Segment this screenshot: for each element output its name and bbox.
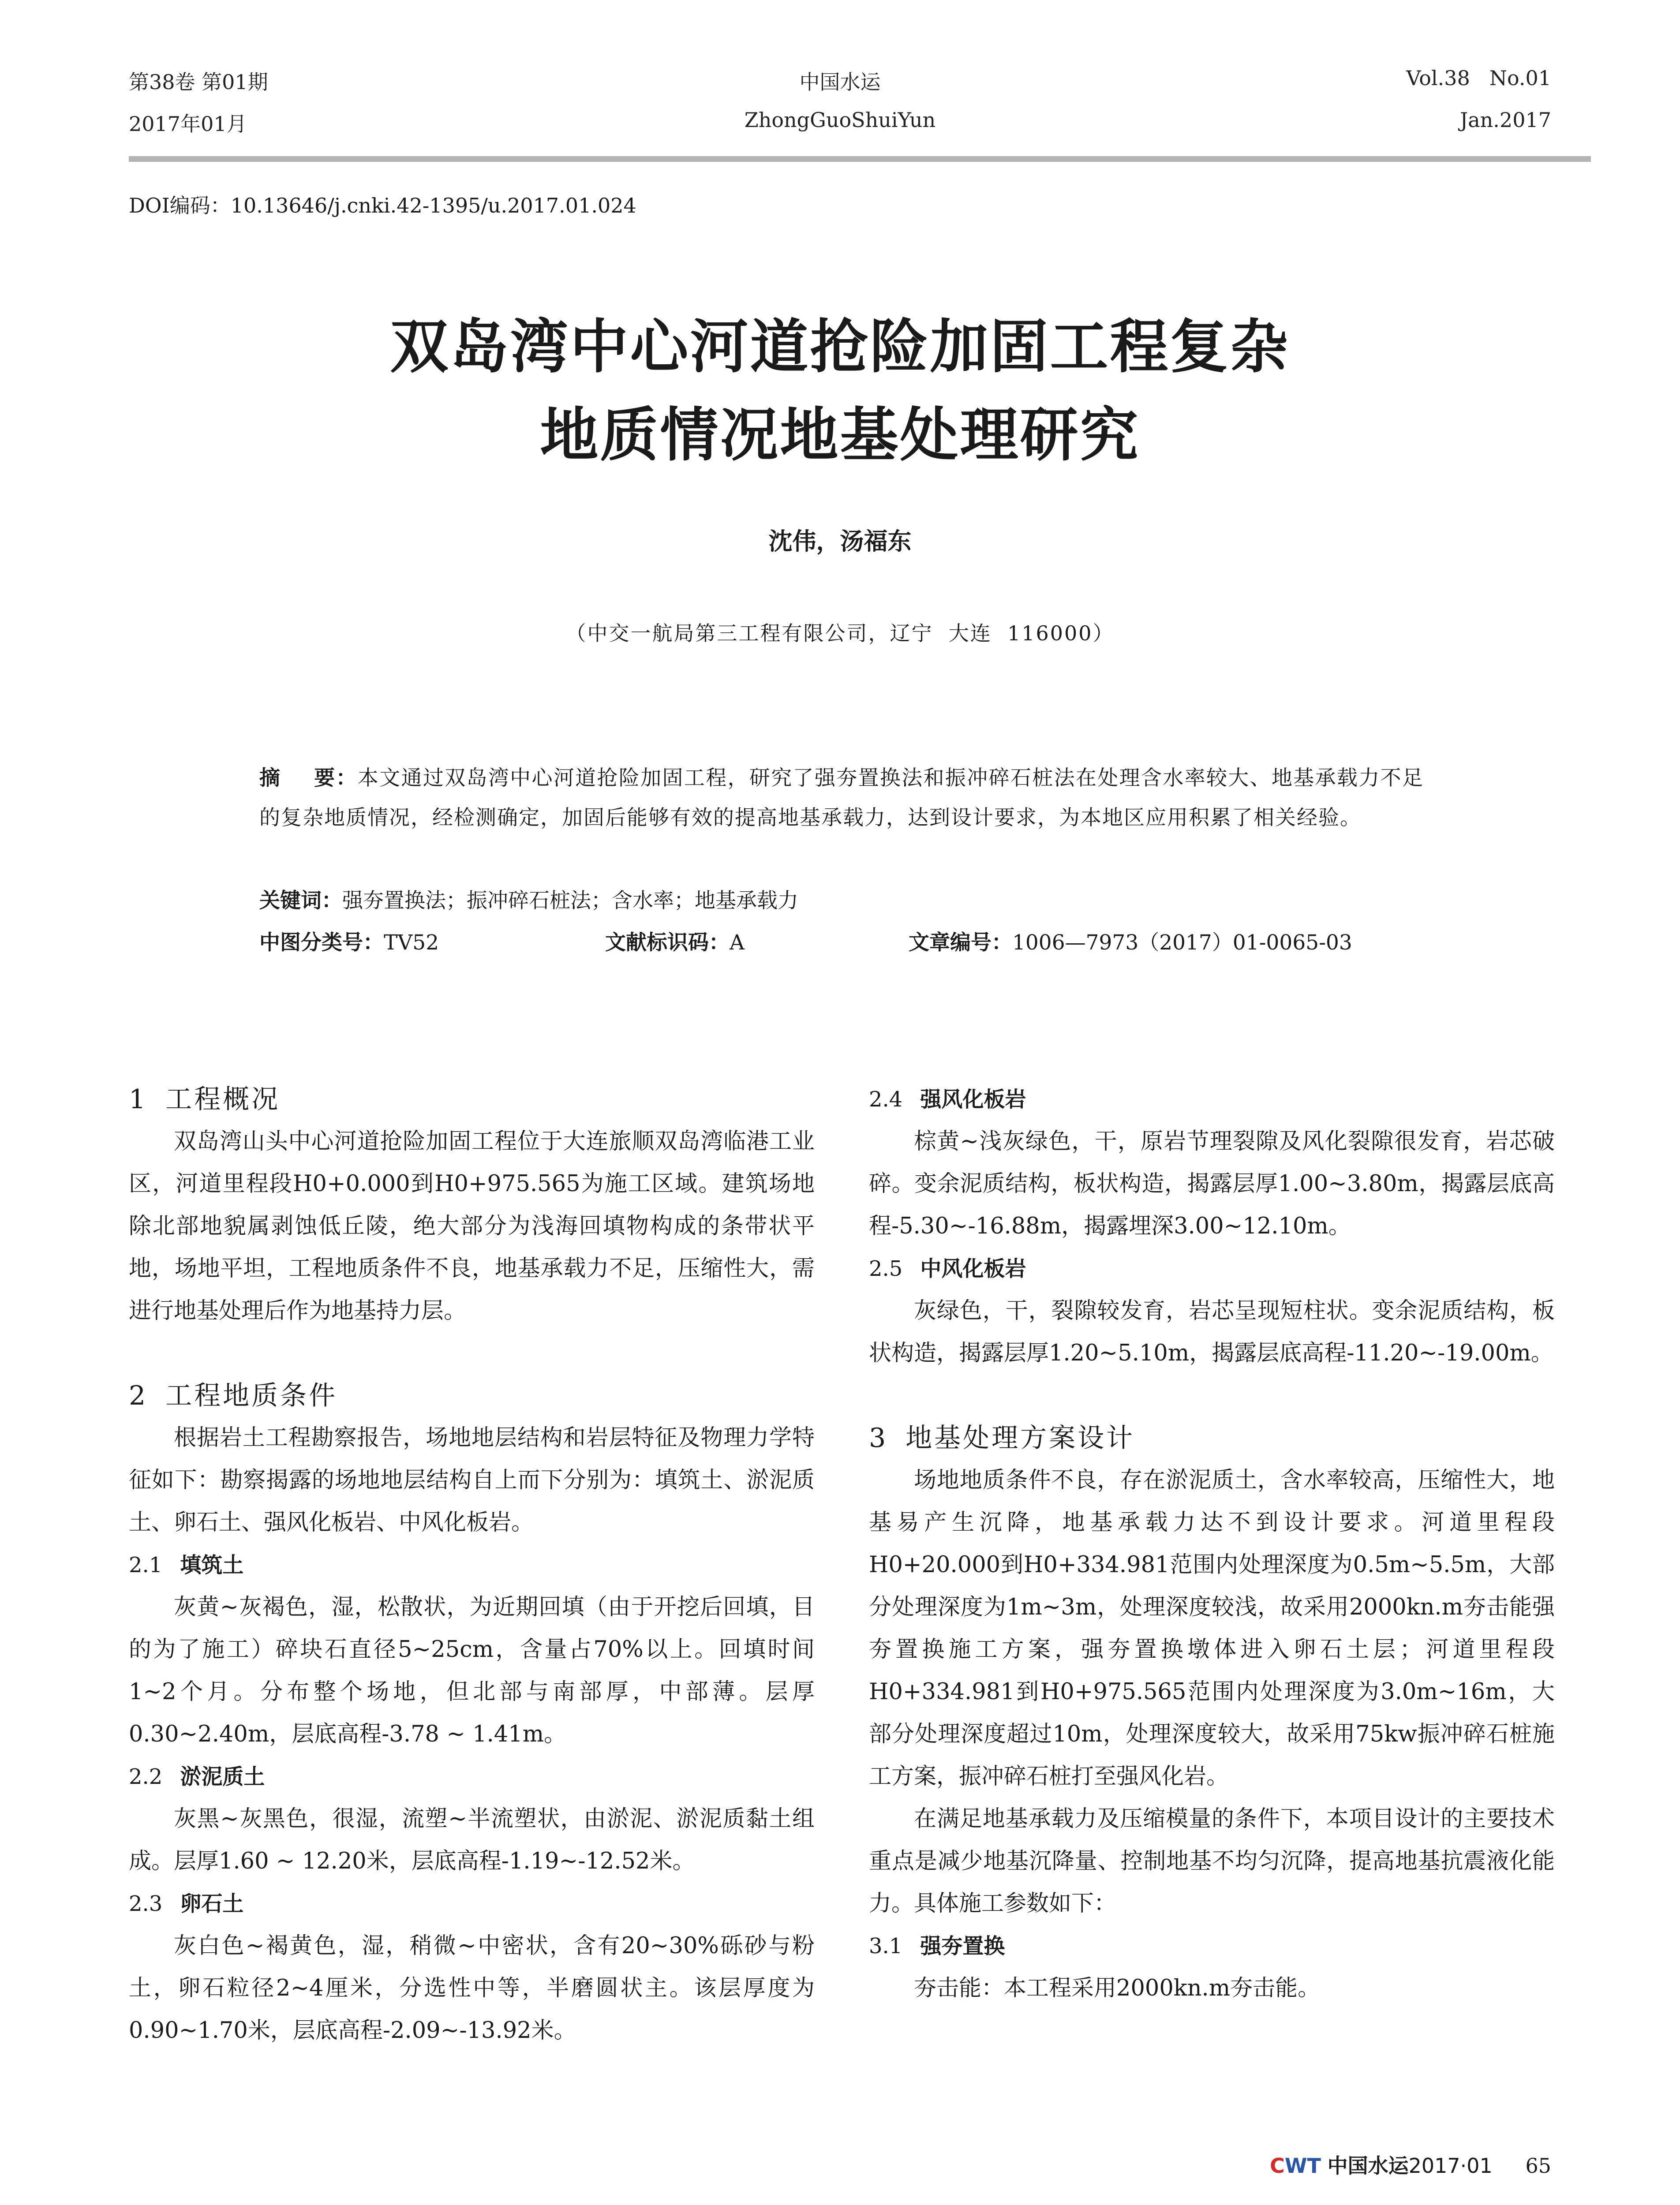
page-footer bbox=[1270, 2150, 1551, 2179]
logo-c: C bbox=[1270, 2154, 1285, 2178]
keywords bbox=[259, 884, 798, 914]
left-column bbox=[129, 1078, 815, 2052]
cwt-logo bbox=[1270, 2154, 1321, 2178]
title-line-1: 双岛湾中心河道抢险加固工程复杂 bbox=[390, 313, 1290, 381]
subsection-title: 强夯置换 bbox=[920, 1934, 1005, 1958]
date-en: Jan.2017 bbox=[1459, 108, 1551, 132]
section-3-1-heading bbox=[869, 1925, 1555, 1967]
article-number-label: 文章编号： bbox=[909, 931, 1012, 955]
footer-journal: 中国水运 bbox=[1327, 2154, 1409, 2178]
keywords-label: 关键词： bbox=[259, 889, 342, 913]
volume-issue-cn: 第38卷 第01期 bbox=[129, 70, 268, 94]
authors: 沈伟，汤福东 bbox=[768, 527, 912, 555]
page-number: 65 bbox=[1525, 2154, 1551, 2178]
section-2-4-heading bbox=[869, 1078, 1555, 1121]
date-cn: 2017年01月 bbox=[129, 112, 247, 136]
clc-number bbox=[259, 926, 439, 956]
article-number-value: 1006—7973（2017）01-0065-03 bbox=[1012, 931, 1352, 955]
section-2-1-paragraph: 灰黄~灰褐色，湿，松散状，为近期回填（由于开挖后回填，目的为了施工）碎块石直径5~25cm，含量占70%以上。回填时间1~2个月。分布整个场地，但北部与南部厚，中部薄。层厚0.30~2.40m，层底高程-3.78 ~ 1.41m。 bbox=[129, 1594, 815, 1747]
volume-issue-en: Vol.38 No.01 bbox=[1406, 66, 1551, 90]
affiliation: （中交一航局第三工程有限公司，辽宁 大连 116000） bbox=[565, 621, 1115, 645]
subsection-number: 2.5 bbox=[869, 1256, 903, 1281]
clc-value: TV52 bbox=[384, 931, 439, 955]
section-3-heading bbox=[869, 1417, 1555, 1459]
section-2-5-paragraph: 灰绿色，干，裂隙较发育，岩芯呈现短柱状。变余泥质结构，板状构造，揭露层厚1.20~5.10m，揭露层底高程-11.20~-19.00m。 bbox=[869, 1298, 1555, 1366]
section-2-3-heading bbox=[129, 1883, 815, 1925]
section-title: 工程概况 bbox=[165, 1084, 281, 1115]
subsection-number: 2.3 bbox=[129, 1891, 163, 1916]
section-1-paragraph: 双岛湾山头中心河道抢险加固工程位于大连旅顺双岛湾临港工业区，河道里程段H0+0.000到H0+975.565为施工区域。建筑场地除北部地貌属剥蚀低丘陵，绝大部分为浅海回填物构成的条带状平地，场地平坦，工程地质条件不良，地基承载力不足，压缩性大，需进行地基处理后作为地基持力层。 bbox=[129, 1129, 815, 1324]
section-2-5-heading bbox=[869, 1248, 1555, 1290]
subsection-title: 淤泥质土 bbox=[180, 1764, 265, 1789]
article-number bbox=[909, 926, 1352, 956]
doi: DOI编码：10.13646/j.cnki.42-1395/u.2017.01.024 bbox=[129, 194, 636, 217]
clc-label: 中图分类号： bbox=[259, 931, 384, 955]
subsection-title: 强风化板岩 bbox=[920, 1087, 1026, 1112]
section-2-paragraph: 根据岩土工程勘察报告，场地地层结构和岩层特征及物理力学特征如下：勘察揭露的场地地层结构自上而下分别为：填筑土、淤泥质土、卵石土、强风化板岩、中风化板岩。 bbox=[129, 1425, 815, 1536]
section-title: 工程地质条件 bbox=[165, 1380, 338, 1411]
section-2-heading bbox=[129, 1375, 815, 1417]
abstract-text: 本文通过双岛湾中心河道抢险加固工程，研究了强夯置换法和振冲碎石桩法在处理含水率较大、地基承载力不足的复杂地质情况，经检测确定，加固后能够有效的提高地基承载力，达到设计要求，为本地区应用积累了相关经验。 bbox=[259, 766, 1424, 830]
abstract-label: 摘 要： bbox=[259, 766, 358, 790]
subsection-title: 中风化板岩 bbox=[920, 1256, 1026, 1281]
section-3-paragraph-1: 场地地质条件不良，存在淤泥质土，含水率较高，压缩性大，地基易产生沉降，地基承载力达不到设计要求。河道里程段H0+20.000到H0+334.981范围内处理深度为0.5m~5.5m，大部分处理深度为1m~3m，处理深度较浅，故采用2000kn.m夯击能强夯置换施工方案，强夯置换墩体进入卵石土层；河道里程段H0+334.981到H0+975.565范围内处理深度为3.0m~16m，大部分处理深度超过10m，处理深度较大，故采用75kw振冲碎石桩施工方案，振冲碎石桩打至强风化岩。 bbox=[869, 1467, 1555, 1790]
abstract bbox=[259, 759, 1424, 838]
subsection-title: 填筑土 bbox=[180, 1553, 244, 1577]
right-column bbox=[869, 1078, 1555, 2010]
title-line-2: 地质情况地基处理研究 bbox=[540, 401, 1140, 469]
section-3-paragraph-2: 在满足地基承载力及压缩模量的条件下，本项目设计的主要技术重点是减少地基沉降量、控制地基不均匀沉降，提高地基抗震液化能力。具体施工参数如下： bbox=[869, 1806, 1555, 1917]
journal-name-cn: 中国水运 bbox=[799, 70, 881, 94]
section-2-1-heading bbox=[129, 1544, 815, 1586]
subsection-number: 3.1 bbox=[869, 1934, 903, 1958]
section-2-2-heading bbox=[129, 1756, 815, 1798]
section-2-2-paragraph: 灰黑~灰黑色，很湿，流塑~半流塑状，由淤泥、淤泥质黏土组成。层厚1.60 ~ 12.20米，层底高程-1.19~-12.52米。 bbox=[129, 1806, 815, 1874]
header-rule bbox=[129, 156, 1591, 162]
section-2-4-paragraph: 棕黄~浅灰绿色，干，原岩节理裂隙及风化裂隙很发育，岩芯破碎。变余泥质结构，板状构造，揭露层厚1.00~3.80m，揭露层底高程-5.30~-16.88m，揭露埋深3.00~12.10m。 bbox=[869, 1129, 1555, 1239]
section-number: 3 bbox=[869, 1423, 888, 1454]
subsection-number: 2.4 bbox=[869, 1087, 903, 1112]
section-3-1-paragraph: 夯击能：本工程采用2000kn.m夯击能。 bbox=[914, 1975, 1321, 2001]
footer-issue: 2017·01 bbox=[1408, 2154, 1493, 2178]
section-number: 2 bbox=[129, 1380, 148, 1411]
document-code-value: A bbox=[730, 931, 745, 955]
logo-wt: WT bbox=[1284, 2154, 1321, 2178]
subsection-number: 2.1 bbox=[129, 1553, 163, 1577]
keywords-text: 强夯置换法；振冲碎石桩法；含水率；地基承载力 bbox=[342, 889, 798, 913]
document-code bbox=[605, 926, 745, 956]
section-number: 1 bbox=[129, 1084, 148, 1115]
document-code-label: 文献标识码： bbox=[605, 931, 730, 955]
spacer bbox=[869, 1375, 1555, 1417]
section-2-3-paragraph: 灰白色~褐黄色，湿，稍微~中密状，含有20~30%砾砂与粉土，卵石粒径2~4厘米，分选性中等，半磨圆状主。该层厚度为0.90~1.70米，层底高程-2.09~-13.92米。 bbox=[129, 1933, 815, 2044]
spacer bbox=[129, 1332, 815, 1375]
journal-name-pinyin: ZhongGuoShuiYun bbox=[744, 108, 936, 132]
section-title: 地基处理方案设计 bbox=[905, 1423, 1135, 1454]
subsection-number: 2.2 bbox=[129, 1764, 163, 1789]
subsection-title: 卵石土 bbox=[180, 1891, 244, 1916]
section-1-heading bbox=[129, 1078, 815, 1121]
